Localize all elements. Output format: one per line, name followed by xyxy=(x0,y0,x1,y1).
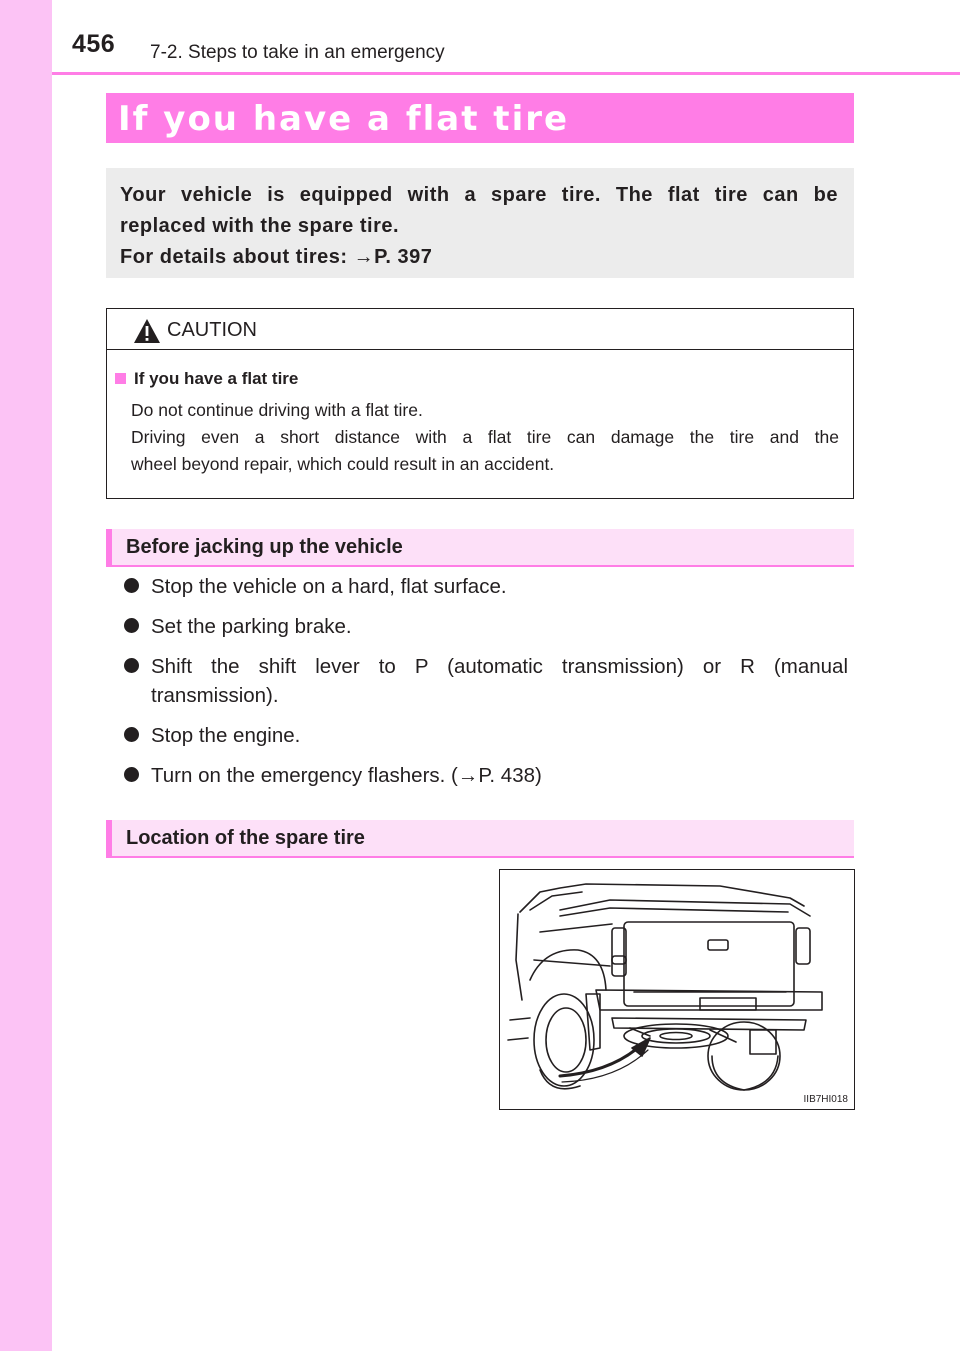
list-item xyxy=(124,761,848,790)
side-margin-strip xyxy=(0,0,52,1351)
list-item xyxy=(124,572,848,601)
list-item xyxy=(124,721,848,750)
section-heading-text: Location of the spare tire xyxy=(126,827,365,849)
caution-body xyxy=(131,397,839,478)
caution-subhead xyxy=(115,369,298,389)
caution-label: CAUTION xyxy=(167,319,257,341)
spare-tire-illustration xyxy=(499,869,855,1110)
bullet-text: Stop the vehicle on a hard, flat surface. xyxy=(151,575,507,598)
intro-line-3: For details about tires: →P. 397 xyxy=(120,246,433,268)
figure-code: IIB7HI018 xyxy=(803,1094,848,1105)
bullet-dot-icon xyxy=(124,767,139,782)
caution-header xyxy=(107,309,853,350)
caution-line-3: wheel beyond repair, which could result in an accident. xyxy=(131,454,555,474)
page-title: If you have a flat tire xyxy=(118,99,570,139)
intro-line-2: replaced with the spare tire. xyxy=(120,215,400,237)
pickup-truck-rear-drawing xyxy=(500,870,853,1108)
caution-box xyxy=(106,308,854,499)
header-rule xyxy=(52,72,960,75)
bullet-text-line-1: Shift the shift lever to P (automatic transmission) or R (manual xyxy=(151,655,848,678)
intro-line-1: Your vehicle is equipped with a spare tire. The flat tire can be xyxy=(120,184,838,206)
caution-line-1: Do not continue driving with a flat tire. xyxy=(131,400,423,420)
bullet-dot-icon xyxy=(124,727,139,742)
page-number: 456 xyxy=(72,30,116,58)
bullet-text: Set the parking brake. xyxy=(151,615,352,638)
square-bullet-icon xyxy=(115,373,126,384)
bullet-dot-icon xyxy=(124,618,139,633)
bullet-list xyxy=(124,572,848,801)
bullet-dot-icon xyxy=(124,578,139,593)
bullet-dot-icon xyxy=(124,658,139,673)
list-item xyxy=(124,612,848,641)
caution-subhead-text: If you have a flat tire xyxy=(134,369,299,388)
bullet-text: Stop the engine. xyxy=(151,724,301,747)
caution-line-2: Driving even a short distance with a flat tire can damage the tire and the xyxy=(131,427,839,447)
section-heading-text: Before jacking up the vehicle xyxy=(126,536,403,558)
running-head: 7-2. Steps to take in an emergency xyxy=(150,42,445,63)
intro-box xyxy=(106,168,854,278)
list-item xyxy=(124,652,848,710)
bullet-text-line-2: transmission). xyxy=(151,684,279,707)
bullet-text: Turn on the emergency flashers. (→P. 438) xyxy=(151,764,542,787)
warning-triangle-icon xyxy=(133,318,161,344)
page-title-bar xyxy=(106,93,854,143)
section-heading-before-jacking xyxy=(106,529,854,567)
section-heading-location xyxy=(106,820,854,858)
